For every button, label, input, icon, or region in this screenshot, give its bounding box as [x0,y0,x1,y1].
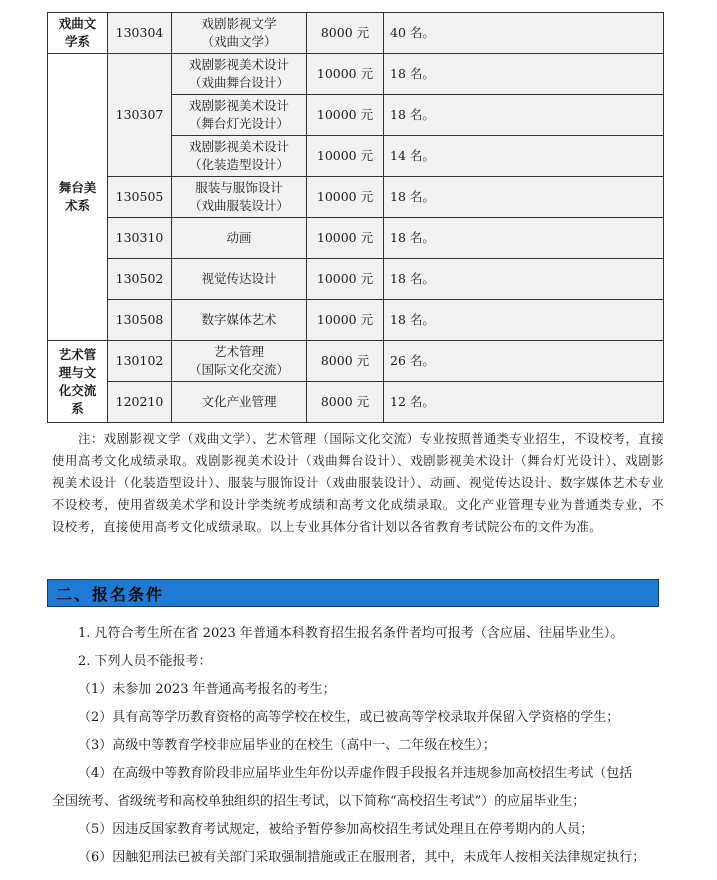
table-row [48,218,664,259]
major-name-cell: 服装与服饰设计 （戏曲服装设计） [172,177,307,218]
table-row [48,300,664,341]
tuition-cell: 10000 元 [307,259,384,300]
major-name-cell: 数字媒体艺术 [172,300,307,341]
tuition-cell: 10000 元 [307,54,384,95]
majors-table-body [48,13,664,423]
department-cell: 艺术管 理与文 化交流 系 [48,341,108,423]
table-note: 注：戏剧影视文学（戏曲文学）、艺术管理（国际文化交流）专业按照普通类专业招生，不设校考，直接使用高考文化成绩录取。戏剧影视美术设计（戏曲舞台设计）、戏剧影视美术设计（舞台灯光设计）、戏剧影视美术设计（化装造型设计）、服装与服饰设计（戏曲服装设计）、动画、视觉传达设计、数字媒体艺术专业不设校考，使用省级美术学和设计学类统考成绩和高考文化成绩录取。文化产业管理专业为普通类专业，不设校考，直接使用高考文化成绩录取。以上专业具体分省计划以各省教育考试院公布的文件为准。 [52,431,664,534]
condition-item: （4）在高级中等教育阶段非应届毕业生年份以弄虚作假手段报名并违规参加高校招生考试（包括 [78,766,633,781]
major-code-cell: 130508 [108,300,172,341]
section-header [47,579,659,607]
quota-cell: 14 名。 [384,136,664,177]
major-code-cell: 130310 [108,218,172,259]
table-row [48,382,664,423]
tuition-cell: 10000 元 [307,95,384,136]
quota-cell: 18 名。 [384,177,664,218]
quota-cell: 12 名。 [384,382,664,423]
department-cell: 戏曲文 学系 [48,13,108,54]
condition-item: 全国统考、省级统考和高校单独组织的招生考试，以下简称“高校招生考试”）的应届毕业生； [52,794,586,809]
major-name-cell: 艺术管理 （国际文化交流） [172,341,307,382]
quota-cell: 26 名。 [384,341,664,382]
major-name-cell: 动画 [172,218,307,259]
tuition-cell: 10000 元 [307,218,384,259]
major-name-cell: 文化产业管理 [172,382,307,423]
condition-item: （6）因触犯刑法已被有关部门采取强制措施或正在服刑者，其中，未成年人按相关法律规定执行； [78,850,646,865]
major-name-cell: 视觉传达设计 [172,259,307,300]
quota-cell: 18 名。 [384,218,664,259]
major-code-cell: 130102 [108,341,172,382]
condition-item: （5）因违反国家教育考试规定，被给予暂停参加高校招生考试处理且在停考期内的人员； [78,822,594,837]
table-row [48,341,664,382]
quota-cell: 40 名。 [384,13,664,54]
table-row [48,54,664,95]
tuition-cell: 10000 元 [307,136,384,177]
table-row [48,259,664,300]
tuition-cell: 8000 元 [307,382,384,423]
major-code-cell: 130502 [108,259,172,300]
major-code-cell: 130304 [108,13,172,54]
major-code-cell: 130307 [108,54,172,177]
tuition-cell: 10000 元 [307,177,384,218]
quota-cell: 18 名。 [384,95,664,136]
tuition-cell: 8000 元 [307,13,384,54]
quota-cell: 18 名。 [384,54,664,95]
section-title: 二、报名条件 [56,584,165,604]
condition-item: （1）未参加 2023 年普通高考报名的考生； [78,682,336,697]
condition-item: 1. 凡符合考生所在省 2023 年普通本科教育招生报名条件者均可报考（含应届、往届毕业生）。 [78,626,624,641]
quota-cell: 18 名。 [384,300,664,341]
condition-item: （2）具有高等学历教育资格的高等学校在校生，或已被高等学校录取并保留入学资格的学生； [78,710,620,725]
tuition-cell: 8000 元 [307,341,384,382]
major-name-cell: 戏剧影视美术设计 （化装造型设计） [172,136,307,177]
major-name-cell: 戏剧影视美术设计 （戏曲舞台设计） [172,54,307,95]
condition-item: （3）高级中等教育学校非应届毕业的在校生（高中一、二年级在校生）； [78,738,496,753]
table-row [48,177,664,218]
majors-table [47,12,664,423]
major-code-cell: 130505 [108,177,172,218]
major-name-cell: 戏剧影视文学 （戏曲文学） [172,13,307,54]
department-cell: 舞台美 术系 [48,54,108,341]
tuition-cell: 10000 元 [307,300,384,341]
condition-item: 2. 下列人员不能报考： [78,654,212,669]
major-name-cell: 戏剧影视美术设计 （舞台灯光设计） [172,95,307,136]
major-code-cell: 120210 [108,382,172,423]
quota-cell: 18 名。 [384,259,664,300]
table-row [48,13,664,54]
